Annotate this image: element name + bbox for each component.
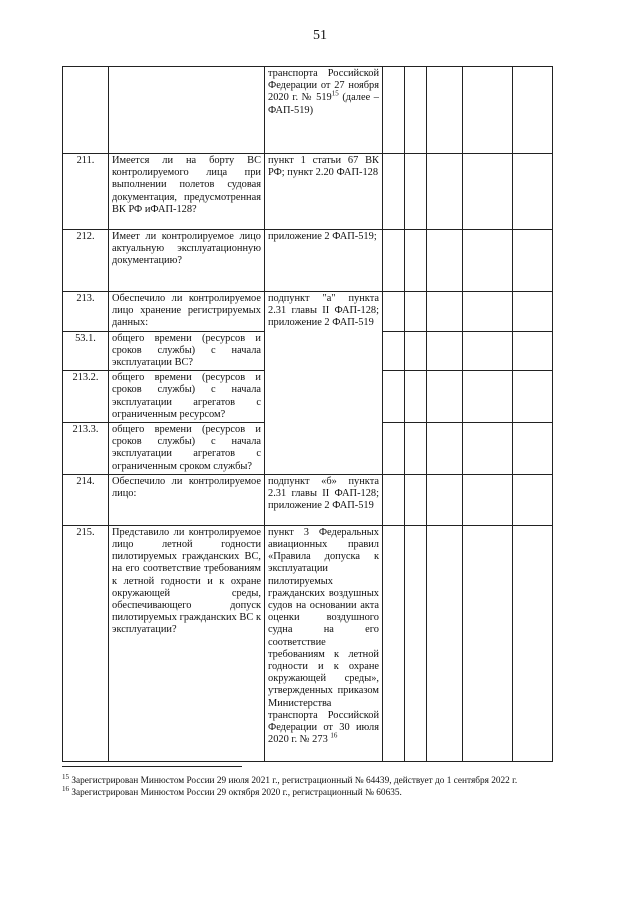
note-cell[interactable]	[463, 67, 513, 154]
answer-yes-cell[interactable]	[383, 154, 405, 230]
table-row	[63, 292, 553, 332]
footnote-ref: 16	[330, 731, 338, 740]
reference-cell: подпункт «б» пункта 2.31 главы II ФАП-128; приложение 2 ФАП-519	[265, 474, 383, 525]
answer-yes-cell[interactable]	[383, 371, 405, 423]
row-number: 212.	[63, 230, 109, 292]
answer-no-cell[interactable]	[405, 67, 427, 154]
answer-no-cell[interactable]	[405, 371, 427, 423]
answer-no-cell[interactable]	[405, 230, 427, 292]
extra-cell[interactable]	[513, 474, 553, 525]
row-number	[63, 67, 109, 154]
answer-yes-cell[interactable]	[383, 67, 405, 154]
reference-cell: пункт 1 статьи 67 ВК РФ; пункт 2.20 ФАП-128	[265, 154, 383, 230]
note-cell[interactable]	[463, 230, 513, 292]
question-cell: Имеет ли контролируемое лицо актуальную эксплуатационную документацию?	[109, 230, 265, 292]
reference-cell: подпункт "а" пункта 2.31 главы II ФАП-128; приложение 2 ФАП-519	[265, 292, 383, 475]
footnote-ref: 15	[331, 89, 339, 98]
answer-na-cell[interactable]	[427, 292, 463, 332]
extra-cell[interactable]	[513, 292, 553, 332]
extra-cell[interactable]	[513, 67, 553, 154]
row-number: 215.	[63, 525, 109, 761]
note-cell[interactable]	[463, 423, 513, 475]
answer-na-cell[interactable]	[427, 474, 463, 525]
answer-yes-cell[interactable]	[383, 331, 405, 371]
answer-na-cell[interactable]	[427, 331, 463, 371]
answer-no-cell[interactable]	[405, 474, 427, 525]
question-cell: общего времени (ресурсов и сроков службы) с начала эксплуатации агрегатов с ограниченным сроком службы?	[109, 423, 265, 475]
extra-cell[interactable]	[513, 154, 553, 230]
answer-no-cell[interactable]	[405, 525, 427, 761]
extra-cell[interactable]	[513, 331, 553, 371]
answer-na-cell[interactable]	[427, 525, 463, 761]
answer-na-cell[interactable]	[427, 371, 463, 423]
extra-cell[interactable]	[513, 371, 553, 423]
extra-cell[interactable]	[513, 423, 553, 475]
reference-cell: приложение 2 ФАП-519;	[265, 230, 383, 292]
table-row	[63, 525, 553, 761]
table-row	[63, 67, 553, 154]
answer-no-cell[interactable]	[405, 154, 427, 230]
row-number: 213.2.	[63, 371, 109, 423]
question-cell: Обеспечило ли контролируемое лицо:	[109, 474, 265, 525]
table-row	[63, 474, 553, 525]
answer-no-cell[interactable]	[405, 423, 427, 475]
row-number: 214.	[63, 474, 109, 525]
page-number: 51	[313, 28, 327, 43]
note-cell[interactable]	[463, 371, 513, 423]
question-cell: Обеспечило ли контролируемое лицо хранение регистрируемых данных:	[109, 292, 265, 332]
table-row	[63, 230, 553, 292]
answer-na-cell[interactable]	[427, 423, 463, 475]
extra-cell[interactable]	[513, 525, 553, 761]
answer-no-cell[interactable]	[405, 292, 427, 332]
row-number: 53.1.	[63, 331, 109, 371]
answer-yes-cell[interactable]	[383, 230, 405, 292]
footnote-item: $^{16}$ Зарегистрирован Минюстом России 29 октября 2020 г., регистрационный № 60635.	[62, 784, 402, 798]
checklist-table	[62, 66, 553, 762]
answer-yes-cell[interactable]	[383, 423, 405, 475]
extra-cell[interactable]	[513, 230, 553, 292]
question-cell: Представило ли контролируемое лицо летной годности пилотируемых гражданских ВС, на его соответствие требованиям к летной годности и к охране окружающей среды, обеспечивающего допуск пилотируемых гражданских ВС к эксплуатации?	[109, 525, 265, 761]
question-cell: Имеется ли на борту ВС контролируемого лица при выполнении полетов судовая документация, предусмотренная ВК РФ иФАП-128?	[109, 154, 265, 230]
note-cell[interactable]	[463, 154, 513, 230]
note-cell[interactable]	[463, 474, 513, 525]
question-cell	[109, 67, 265, 154]
reference-cell: транспорта Российской Федерации от 27 ноября 2020 г. № $519^{15}$ (далее – ФАП-519)	[265, 67, 383, 154]
row-number: 213.	[63, 292, 109, 332]
question-cell: общего времени (ресурсов и сроков службы) с начала эксплуатации агрегатов с ограниченным ресурсом?	[109, 371, 265, 423]
answer-no-cell[interactable]	[405, 331, 427, 371]
note-cell[interactable]	[463, 331, 513, 371]
footnotes	[62, 772, 582, 799]
question-cell: общего времени (ресурсов и сроков службы) с начала эксплуатации ВС?	[109, 331, 265, 371]
row-number: 211.	[63, 154, 109, 230]
answer-na-cell[interactable]	[427, 230, 463, 292]
note-cell[interactable]	[463, 525, 513, 761]
footnote-item: $^{15}$ Зарегистрирован Минюстом России 29 июля 2021 г., регистрационный № 64439, действует до 1 сентября 2022 г.	[62, 772, 518, 786]
table-row	[63, 154, 553, 230]
answer-na-cell[interactable]	[427, 154, 463, 230]
answer-yes-cell[interactable]	[383, 474, 405, 525]
answer-yes-cell[interactable]	[383, 525, 405, 761]
footnote-divider	[62, 766, 242, 767]
answer-na-cell[interactable]	[427, 67, 463, 154]
row-number: 213.3.	[63, 423, 109, 475]
note-cell[interactable]	[463, 292, 513, 332]
answer-yes-cell[interactable]	[383, 292, 405, 332]
reference-cell: пункт 3 Федеральных авиационных правил «Правила допуска к эксплуатации пилотируемых гражданских воздушных судов на основании акта оценки воздушного судна на его соответствие требованиям к летной годности и к охране окружающей среды», утвержденных приказом Министерства транспорта Российской Федерации от 30 июля 2020 г. № 273 $^{16}$	[265, 525, 383, 761]
